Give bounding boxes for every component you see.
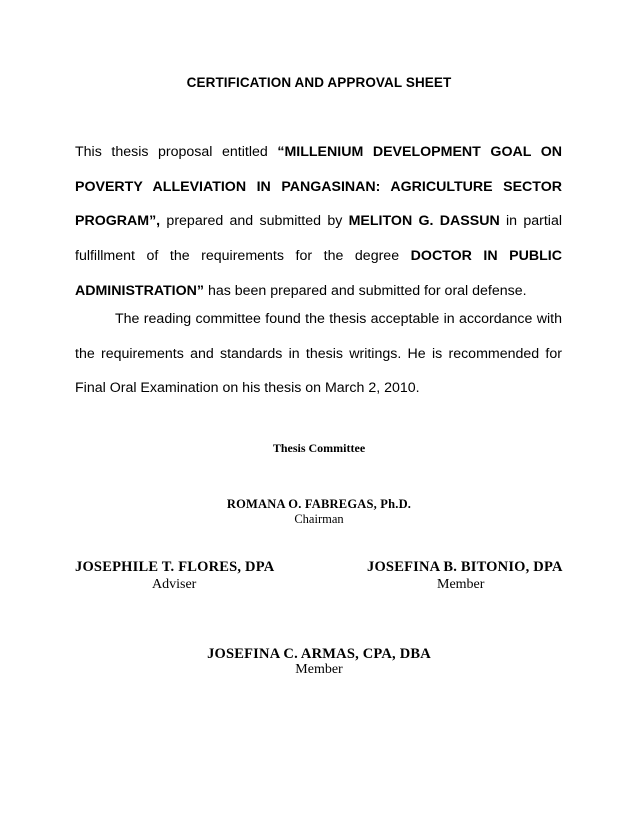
- chairman-name: ROMANA O. FABREGAS, Ph.D.: [226, 497, 412, 511]
- certification-paragraph: [75, 135, 562, 309]
- paragraph-text-3: in partial fulfillment of the requirements for the degree: [75, 213, 562, 265]
- author-name: MELITON G. DASSUN: [348, 213, 500, 230]
- paragraph-text-1: This thesis proposal entitled: [75, 144, 278, 160]
- thesis-title: “MILLENIUM DEVELOPMENT GOAL ON POVERTY ALLEVIATION IN PANGASINAN: AGRICULTURE SECTOR PROGRAM”,: [75, 144, 562, 230]
- member-name-armas: JOSEFINA C. ARMAS, CPA, DBA: [207, 646, 431, 662]
- paragraph-text-2: prepared and submitted by: [160, 213, 349, 230]
- page-title: CERTIFICATION AND APPROVAL SHEET: [186, 75, 452, 90]
- adviser-name: JOSEPHILE T. FLORES, DPA: [75, 559, 275, 575]
- committee-heading: Thesis Committee: [272, 441, 366, 455]
- degree-name: DOCTOR IN PUBLIC ADMINISTRATION”: [75, 248, 562, 299]
- committee-paragraph: [75, 302, 562, 406]
- member-role-armas: Member: [295, 662, 343, 677]
- paragraph-text-4: has been prepared and submitted for oral defense.: [204, 282, 527, 299]
- chairman-role: Chairman: [294, 512, 344, 526]
- member-role-bitonio: Member: [437, 577, 485, 592]
- adviser-role: Adviser: [152, 577, 197, 592]
- committee-paragraph-text: The reading committee found the thesis acceptable in accordance with the requirements and standards in thesis writings. He is recommended for Final Oral Examination on his thesis on March 2, 2010.: [75, 311, 562, 397]
- member-name-bitonio: JOSEFINA B. BITONIO, DPA: [367, 559, 563, 575]
